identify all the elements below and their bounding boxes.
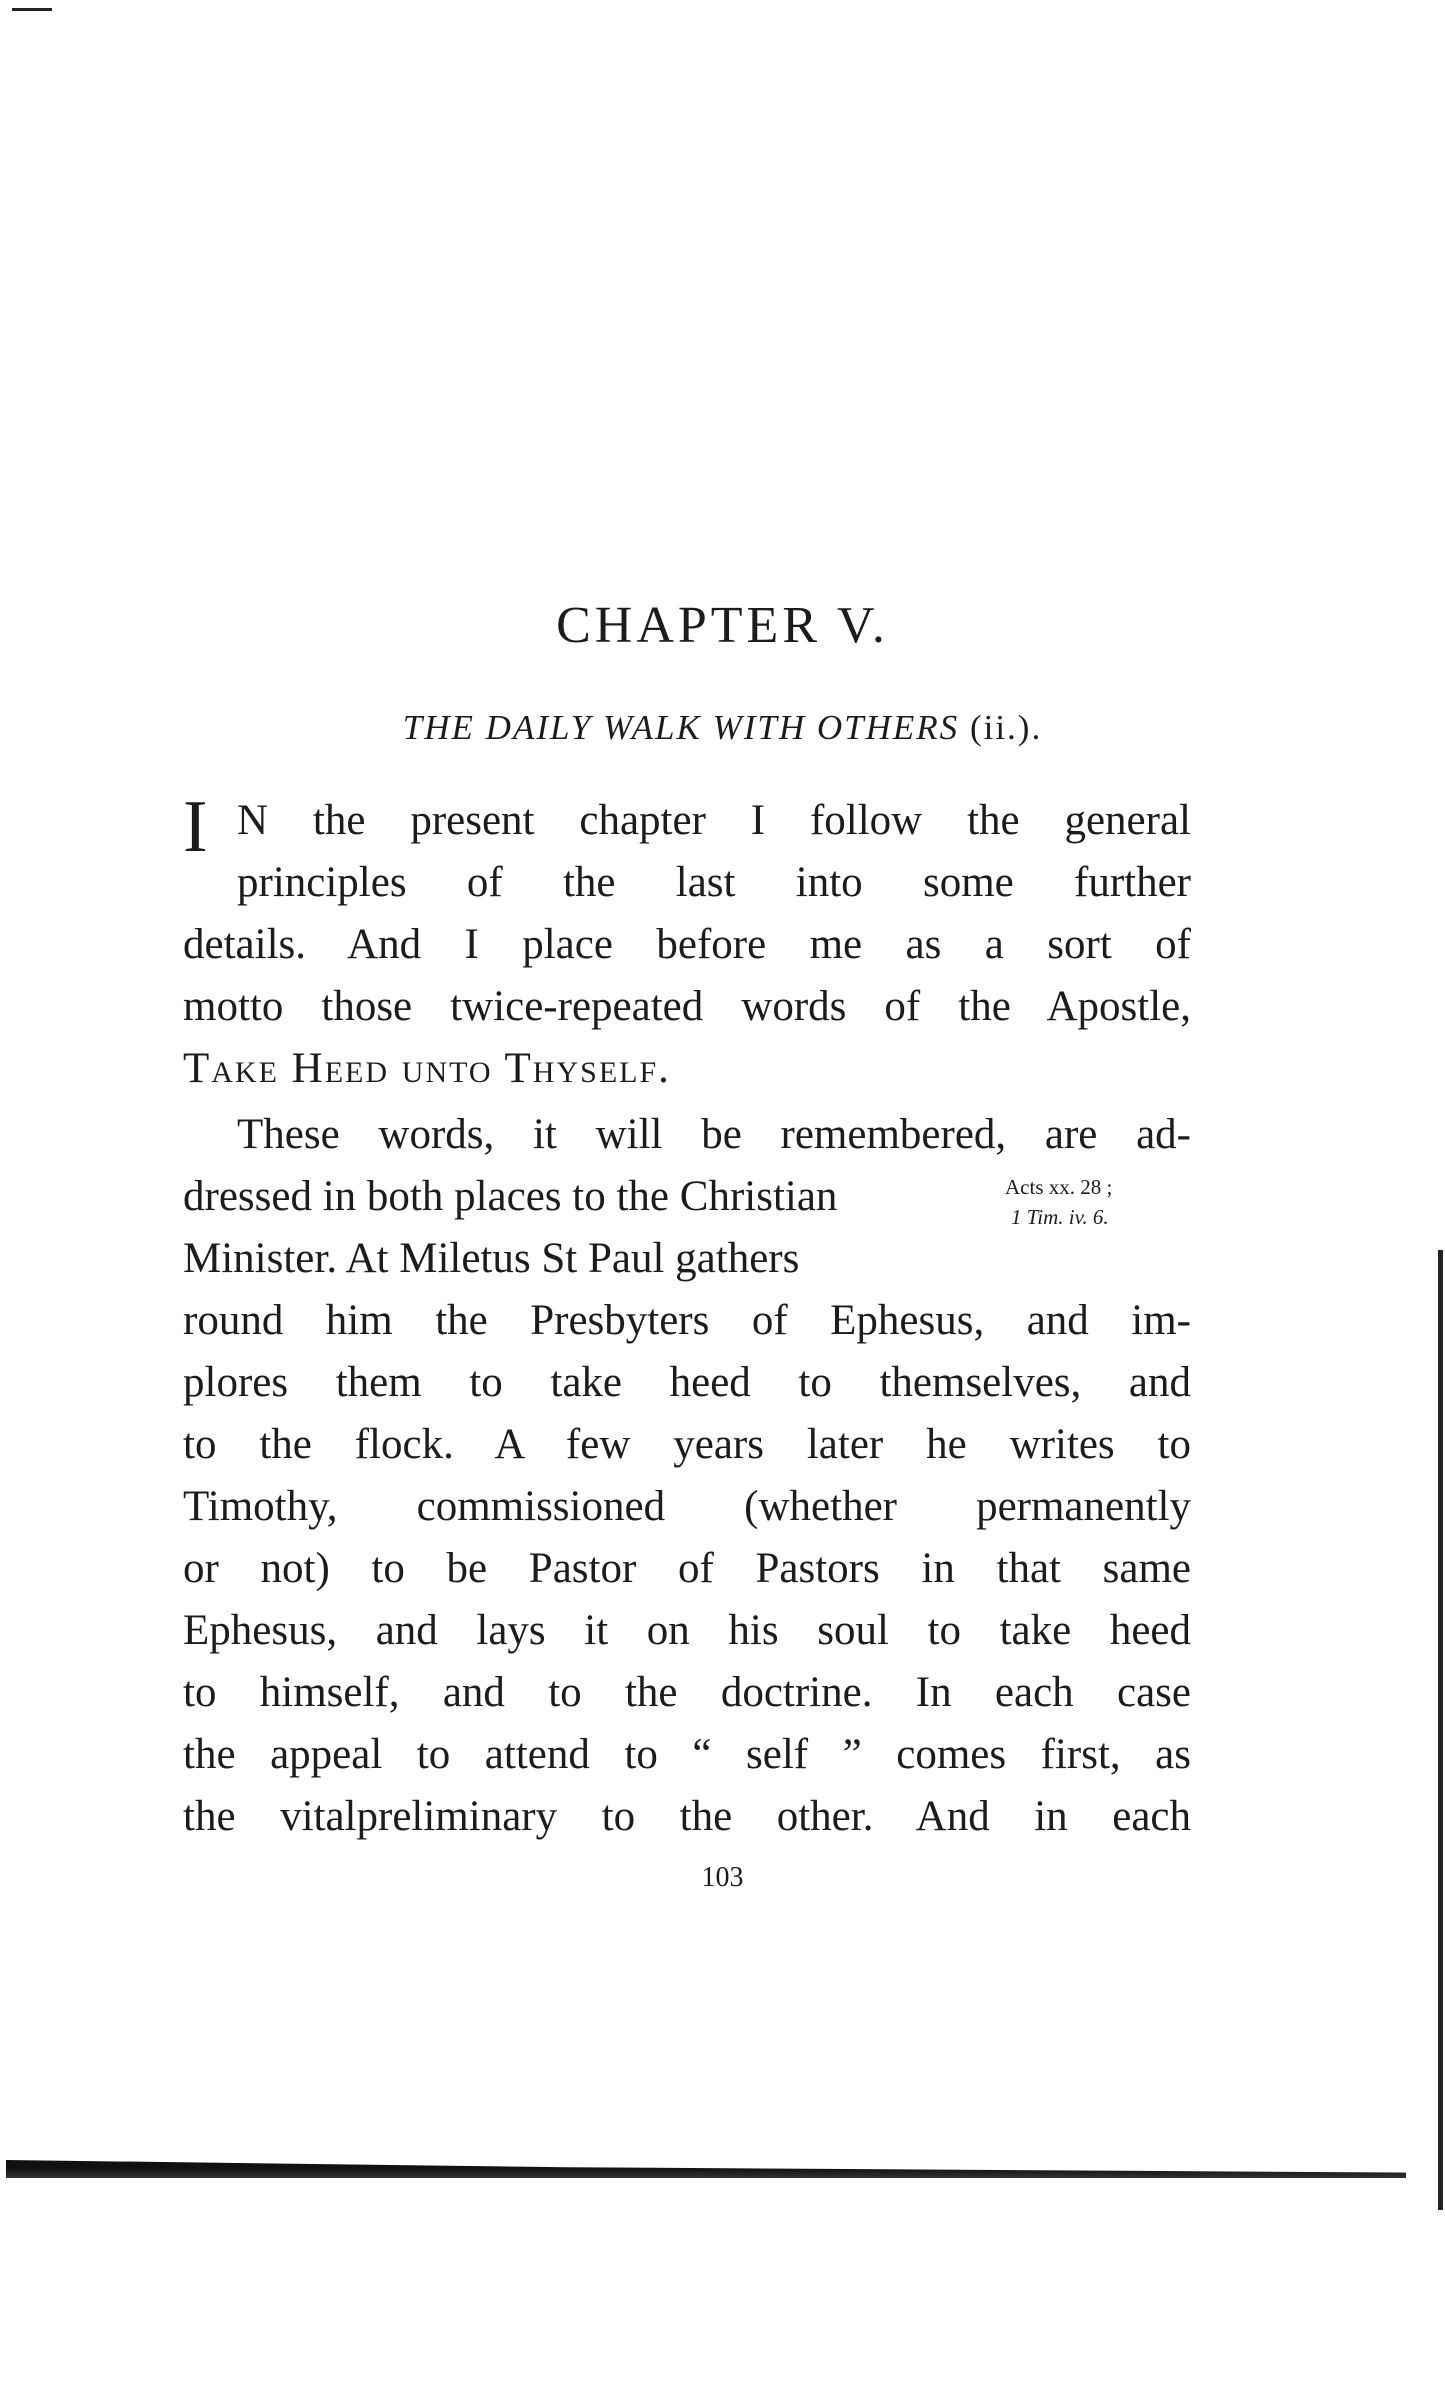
text-line: details. And I place before me as a sort of bbox=[183, 921, 1191, 968]
margin-ref-timothy: 1 Tim. iv. 6. bbox=[1011, 1205, 1109, 1229]
text-line: Ephesus, and lays it on his soul to take heed bbox=[183, 1607, 1191, 1654]
text-line: Minister. At Miletus St Paul gathers bbox=[183, 1235, 800, 1282]
margin-ref-acts: Acts xx. 28 ; bbox=[1005, 1175, 1113, 1199]
chapter-title: CHAPTER V. bbox=[556, 597, 889, 654]
drop-cap: I bbox=[183, 786, 208, 868]
text-line: plores them to take heed to themselves, and bbox=[183, 1359, 1191, 1406]
page-edge-shadow bbox=[6, 2160, 1406, 2178]
margin-note bbox=[1005, 1172, 1112, 1232]
text-line: motto those twice-repeated words of the Apostle, bbox=[183, 983, 1191, 1030]
text-line: principles of the last into some further bbox=[237, 859, 1191, 906]
text-line: Take Heed unto Thyself. bbox=[183, 1045, 671, 1092]
text-line: Timothy, commissioned (whether permanently bbox=[183, 1483, 1191, 1530]
subtitle-suffix: (ii.). bbox=[959, 708, 1043, 747]
text-line: or not) to be Pastor of Pastors in that same bbox=[183, 1545, 1191, 1592]
text-line: round him the Presbyters of Ephesus, and im- bbox=[183, 1297, 1191, 1344]
text-line: to the flock. A few years later he writes to bbox=[183, 1421, 1191, 1468]
text-line: These words, it will be remembered, are ad- bbox=[237, 1111, 1191, 1158]
chapter-subtitle bbox=[0, 708, 1445, 748]
text-line: N the present chapter I follow the general bbox=[237, 797, 1191, 844]
text-line: the vitalpreliminary to the other. And in each bbox=[183, 1793, 1191, 1840]
page-number: 103 bbox=[701, 1862, 744, 1893]
text-line: dressed in both places to the Christian bbox=[183, 1173, 838, 1220]
paragraph-1 bbox=[183, 786, 1191, 1100]
page-edge-right bbox=[1438, 1250, 1443, 2210]
scan-mark bbox=[12, 8, 52, 11]
text-line: the appeal to attend to “ self ” comes first, as bbox=[183, 1731, 1191, 1778]
subtitle-italic: THE DAILY WALK WITH OTHERS bbox=[402, 708, 960, 747]
text-line: to himself, and to the doctrine. In each case bbox=[183, 1669, 1191, 1716]
